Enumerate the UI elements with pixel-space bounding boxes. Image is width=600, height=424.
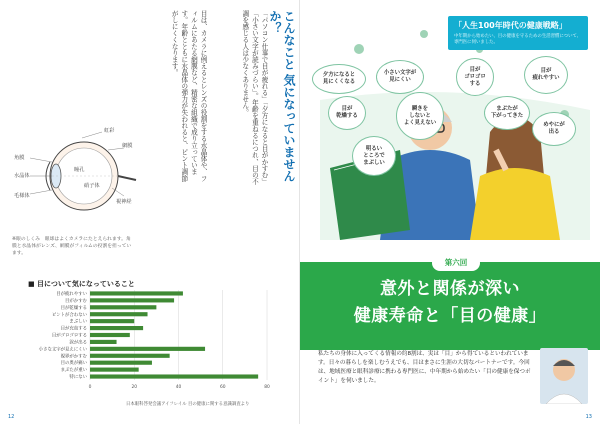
bar: [90, 374, 258, 378]
bar: [90, 354, 170, 358]
main-title-line-2: 健康寿命と「目の健康」: [353, 306, 547, 326]
category-label: 目が乾燥する: [60, 305, 87, 311]
bubble-glare: 明るい ところで まぶしい: [352, 136, 396, 176]
bar: [90, 340, 117, 344]
series-title: 「人生100年時代の健康戦略」: [454, 21, 567, 30]
label-retina: 網膜: [122, 143, 133, 149]
bubble-blink: 瞬きを しないと よく見えない: [396, 92, 444, 140]
category-label: 目が充血する: [60, 326, 87, 332]
body-column-2: 目は、カメラに例えるとレンズの役割をする水晶体や、フィルムにあたる網膜など、精密な組織で成り立っています。年齢とともに水晶体の弾力が失われると、ピント調節がしにくくなります。: [170, 10, 207, 182]
x-tick-label: 60: [219, 385, 226, 390]
bar: [90, 312, 148, 316]
page-headline: [268, 10, 296, 200]
decor-dot: [354, 44, 364, 54]
category-label: 目の奥が痛い: [60, 361, 87, 367]
bar: [90, 361, 152, 365]
bubble-eyelid: まぶたが 下がってきた: [484, 96, 530, 130]
category-label: 目がゴロゴロする: [51, 333, 87, 339]
category-label: 目が疲れやすい: [56, 291, 87, 297]
bar: [90, 291, 183, 295]
bubble-tired: 目が 疲れやすい: [524, 56, 568, 94]
bar: [90, 347, 205, 351]
label-optic-nerve: 視神経: [116, 199, 132, 205]
bar: [90, 305, 156, 309]
diagram-caption: ※眼のしくみ 眼球はよくカメラにたとえられます。角膜と水晶体がレンズ、網膜がフィルムの役割を担っています。: [12, 237, 132, 256]
eye-diagram: [12, 118, 138, 230]
label-iris: 虹彩: [104, 128, 115, 134]
page-number-left: 12: [8, 414, 15, 420]
bubble-discharge: めやにが 出る: [532, 112, 576, 146]
category-label: 目がかすむ: [65, 298, 87, 304]
bubble-small-text: 小さい文字が 見にくい: [376, 60, 424, 94]
x-tick-label: 20: [131, 385, 138, 390]
page-number-right: 13: [585, 414, 592, 420]
bar: [90, 298, 174, 302]
category-label: 小さな文字が見えにくい: [38, 347, 87, 353]
headline-text: こんなこと 気になっていませんか？: [268, 10, 296, 183]
category-label: まぶしい: [69, 319, 87, 325]
category-label: 特にない: [69, 375, 87, 381]
label-cornea: 角膜: [14, 155, 25, 161]
doctor-avatar-icon: [540, 348, 588, 404]
category-label: ピントが合わない: [51, 312, 87, 318]
bar-chart: [28, 290, 273, 390]
x-tick-label: 0: [88, 385, 92, 390]
eye-cross-section-icon: [12, 118, 138, 230]
bubble-evening-blur: 夕方になると 見にくくなる: [312, 64, 366, 94]
category-label: 涙が出る: [69, 340, 87, 346]
bar: [90, 333, 130, 337]
bar-chart-svg: [28, 290, 273, 390]
body-column-1: 「パソコン仕事で目が疲れる」「夕方になると目がかすむ」「小さい文字が読みづらい」。年齢を重ねるにつれ、目の不調を感じる人は少なくありません。: [240, 10, 268, 185]
chart-title: ■ 目について気になっていること: [28, 280, 135, 288]
intro-text: 私たちの身体に入ってくる情報の約8割は、実は「目」から得ているといわれています。日々の暮らしを楽しむうえでも、目はまさに生涯の大切なパートナーです。今回は、地域医療と眼科診療に携わる専門医に、中年期から始めたい「目の健康を保つポイント」を伺いました。: [318, 351, 531, 384]
chart-source: 日本眼科啓発会議アイフレイル 目の健康に関する意識調査より: [126, 402, 250, 407]
x-tick-label: 80: [264, 385, 270, 390]
label-ciliary: 毛様体: [14, 193, 30, 199]
label-vitreous: 硝子体: [84, 183, 100, 189]
doctor-portrait: [540, 348, 588, 404]
bubble-gritty: 目が ゴロゴロ する: [456, 58, 494, 96]
episode-badge: 第六回: [432, 255, 480, 271]
x-tick-label: 40: [175, 385, 182, 390]
bar: [90, 368, 139, 372]
label-pupil: 瞳孔: [74, 167, 85, 173]
bubble-dry: 目が 乾燥する: [328, 96, 366, 130]
series-subtitle: 中年期から始めたい、目の健康を守るための生活習慣について、専門医に伺いました。: [454, 34, 582, 45]
category-label: 視界がかすむ: [60, 354, 87, 360]
label-lens: 水晶体: [14, 173, 30, 179]
decor-dot: [420, 30, 428, 38]
bar: [90, 326, 143, 330]
bar: [90, 319, 134, 323]
main-title-line-1: 意外と関係が深い: [380, 279, 520, 299]
category-label: まぶたが重い: [60, 368, 87, 374]
series-banner: [448, 16, 588, 50]
